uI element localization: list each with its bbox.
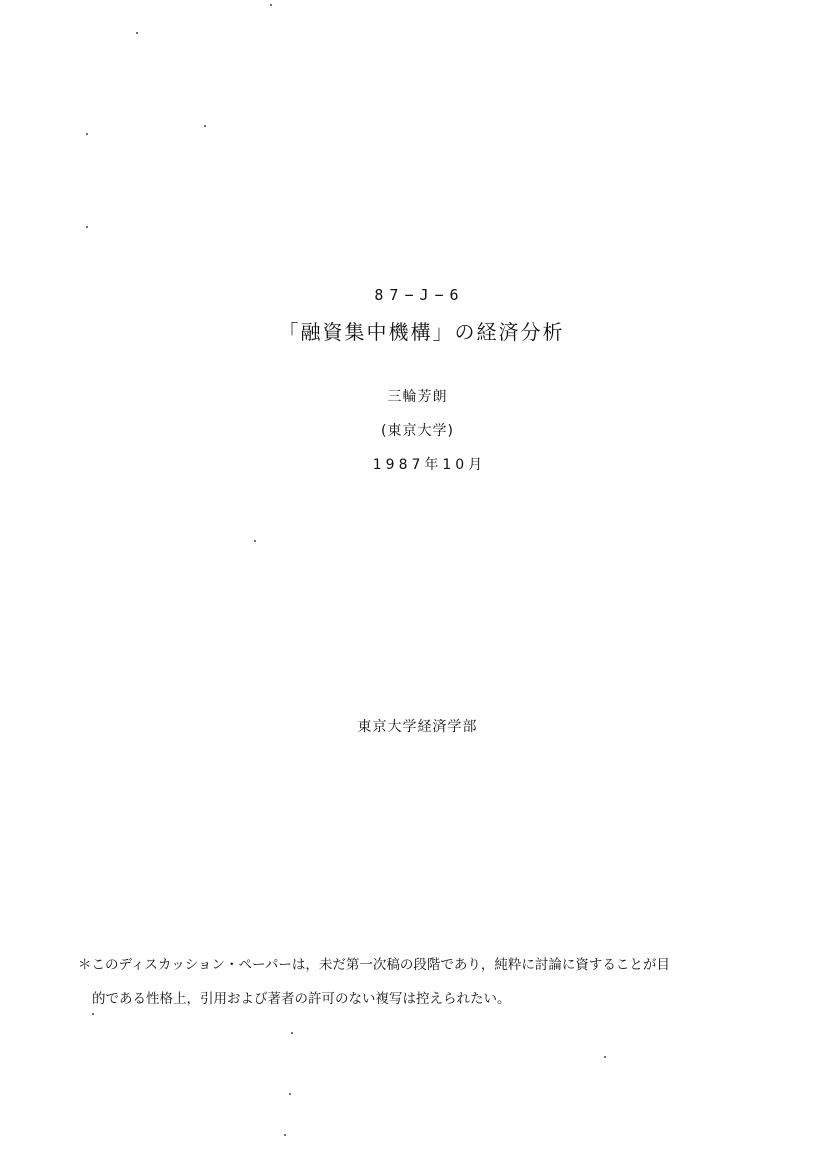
scan-speck: [289, 1093, 291, 1095]
scan-speck: [270, 4, 272, 6]
scan-speck: [604, 1056, 606, 1058]
publisher-name: 東京大学経済学部: [357, 719, 478, 735]
paper-title: 「融資集中機構」の経済分析: [278, 320, 565, 344]
author-name: 三輪芳朗: [387, 389, 448, 405]
footnote: [78, 948, 758, 1016]
author-affiliation: (東京大学): [381, 423, 454, 439]
scan-speck: [291, 1032, 293, 1034]
publication-date: 1987年10月: [372, 457, 487, 473]
scan-speck: [86, 133, 88, 135]
footnote-line-2: 的である性格上，引用および著者の許可のない複写は控えられたい。: [92, 991, 511, 1007]
scan-speck: [254, 540, 256, 542]
scan-speck: [136, 32, 138, 34]
footnote-line-1: ＊このディスカッション・ペーパーは，未だ第一次稿の段階であり，純粋に討論に資することが目: [78, 957, 670, 973]
series-number: 87−J−6: [374, 286, 465, 304]
scan-speck: [92, 1013, 94, 1015]
scan-speck: [204, 125, 206, 127]
scan-speck: [284, 1134, 286, 1136]
scan-speck: [86, 226, 88, 228]
